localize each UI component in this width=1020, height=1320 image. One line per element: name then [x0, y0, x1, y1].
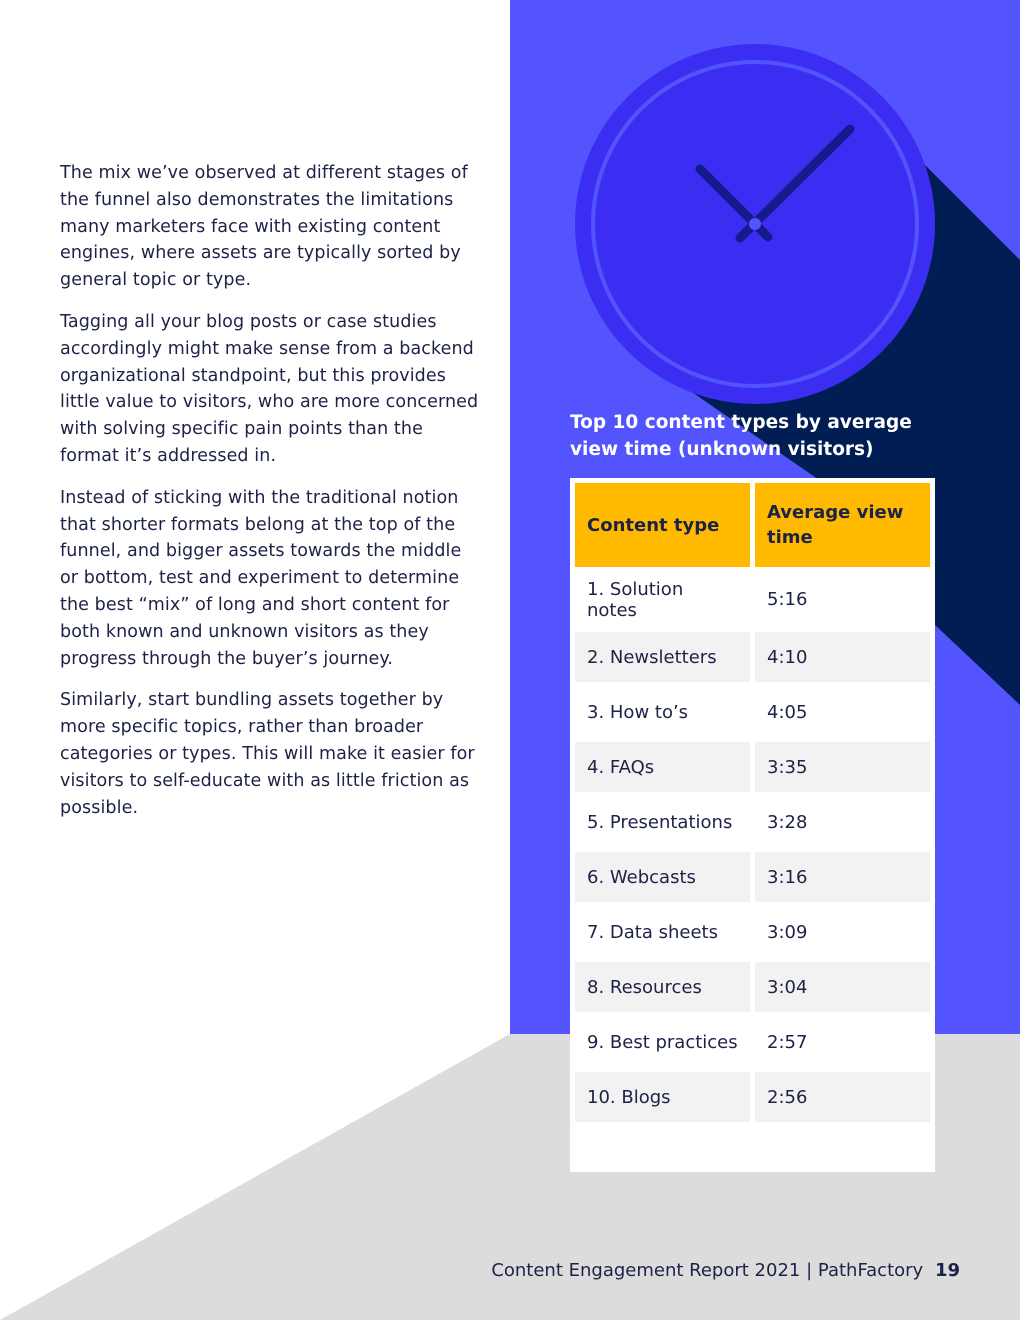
table-row — [575, 957, 930, 1012]
cell-view-time: 3:28 — [755, 792, 930, 847]
page-number: 19 — [934, 1260, 960, 1281]
cell-content-type: 10. Blogs — [575, 1067, 750, 1122]
cell-view-time: 2:57 — [755, 1012, 930, 1067]
cell-content-type: 1. Solution notes — [575, 567, 750, 627]
cell-content-type: 3. How to’s — [575, 682, 750, 737]
cell-view-time: 2:56 — [755, 1067, 930, 1122]
footer-separator: | — [806, 1260, 813, 1281]
cell-content-type: 7. Data sheets — [575, 902, 750, 957]
table-title: Top 10 content types by average view time (unknown visitors) — [570, 412, 912, 460]
header-average-view-time: Average view time — [755, 483, 930, 567]
table-row — [575, 902, 930, 957]
cell-content-type: 6. Webcasts — [575, 847, 750, 902]
table-row — [575, 847, 930, 902]
table-row — [575, 627, 930, 682]
footer-brand: PathFactory — [817, 1260, 924, 1281]
cell-content-type: 2. Newsletters — [575, 627, 750, 682]
cell-content-type: 4. FAQs — [575, 737, 750, 792]
paragraph-3: Instead of sticking with the traditional notion that shorter formats belong at the top of the funnel, and bigger assets towards the middle or bottom, test and experiment to determine the best “mix” of long and short content for both known and unknown visitors as they progress through the buyer’s journey. — [60, 487, 462, 669]
table-row — [575, 1012, 930, 1067]
paragraph-2: Tagging all your blog posts or case studies accordingly might make sense from a backend organizational standpoint, but this provides little value to visitors, who are more concerned with solving specific pain points than the format it’s addressed in. — [60, 311, 479, 466]
table-row — [575, 682, 930, 737]
clock-icon — [575, 44, 935, 404]
cell-content-type: 9. Best practices — [575, 1012, 750, 1067]
cell-view-time: 4:05 — [755, 682, 930, 737]
cell-view-time: 3:35 — [755, 737, 930, 792]
paragraph-1: The mix we’ve observed at different stages of the funnel also demonstrates the limitations many marketers face with existing content engines, where assets are typically sorted by general topic or type. — [60, 163, 468, 291]
table-header-row — [575, 483, 930, 567]
cell-view-time: 3:16 — [755, 847, 930, 902]
table-row — [575, 737, 930, 792]
cell-content-type: 5. Presentations — [575, 792, 750, 847]
footer-report-title: Content Engagement Report 2021 — [491, 1260, 801, 1281]
content-table — [570, 483, 935, 1122]
content-table-card — [570, 478, 935, 1172]
table-row — [575, 1067, 930, 1122]
cell-view-time: 4:10 — [755, 627, 930, 682]
table-row — [575, 792, 930, 847]
page-footer — [491, 1260, 960, 1281]
cell-view-time: 5:16 — [755, 567, 930, 627]
cell-view-time: 3:09 — [755, 902, 930, 957]
header-content-type: Content type — [575, 483, 750, 567]
table-row — [575, 567, 930, 627]
cell-view-time: 3:04 — [755, 957, 930, 1012]
cell-content-type: 8. Resources — [575, 957, 750, 1012]
paragraph-4: Similarly, start bundling assets together by more specific topics, rather than broader categories or types. This will make it easier for visitors to self-educate with as little friction as possible. — [60, 690, 475, 818]
body-text — [60, 160, 480, 836]
